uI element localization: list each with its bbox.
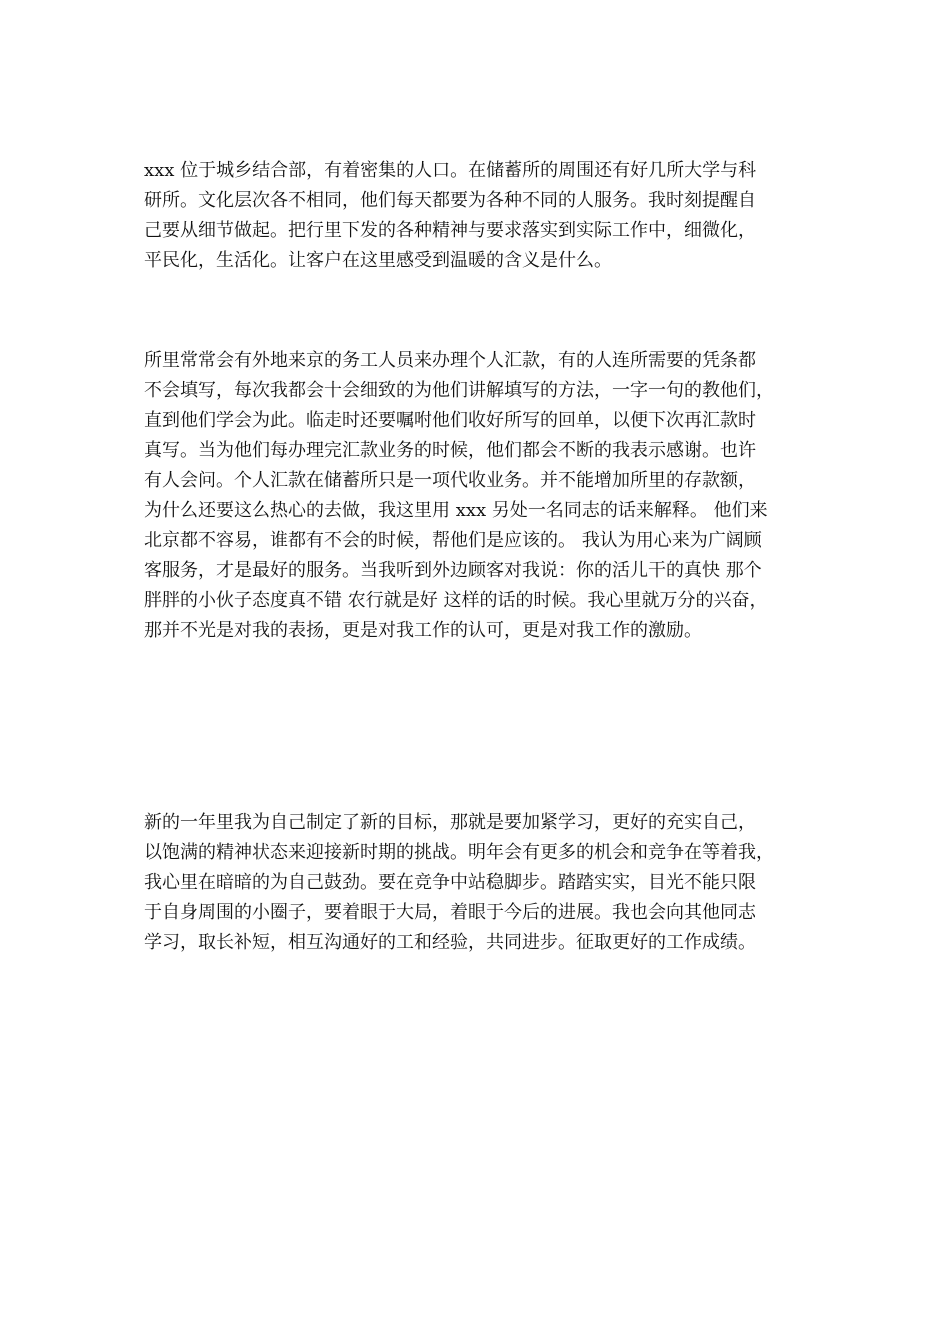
paragraph-line: 所里常常会有外地来京的务工人员来办理个人汇款，有的人连所需要的凭条都 — [144, 350, 756, 371]
paragraph-line: 为什么还要这么热心的去做，我这里用 xxx 另处一名同志的话来解释。 他们来 — [144, 500, 768, 521]
paragraph-1 — [144, 156, 824, 276]
paragraph-line: xxx 位于城乡结合部，有着密集的人口。在储蓄所的周围还有好几所大学与科 — [144, 160, 757, 181]
paragraph-2 — [144, 346, 824, 646]
paragraph-line: 于自身周围的小圈子，要着眼于大局，着眼于今后的进展。我也会向其他同志 — [144, 902, 756, 923]
paragraph-line: 己要从细节做起。把行里下发的各种精神与要求落实到实际工作中，细微化， — [144, 220, 756, 241]
paragraph-3 — [144, 808, 824, 958]
paragraph-line: 平民化，生活化。让客户在这里感受到温暖的含义是什么。 — [144, 250, 612, 271]
paragraph-line: 学习，取长补短，相互沟通好的工和经验，共同进步。征取更好的工作成绩。 — [144, 932, 756, 953]
paragraph-line: 不会填写，每次我都会十会细致的为他们讲解填写的方法，一字一句的教他们， — [144, 380, 774, 401]
paragraph-line: 那并不光是对我的表扬，更是对我工作的认可，更是对我工作的激励。 — [144, 620, 702, 641]
paragraph-line: 我心里在暗暗的为自己鼓劲。要在竞争中站稳脚步。踏踏实实，目光不能只限 — [144, 872, 756, 893]
paragraph-line: 新的一年里我为自己制定了新的目标，那就是要加紧学习，更好的充实自己， — [144, 812, 756, 833]
paragraph-line: 北京都不容易，谁都有不会的时候，帮他们是应该的。 我认为用心来为广阔顾 — [144, 530, 762, 551]
paragraph-line: 客服务，才是最好的服务。当我听到外边顾客对我说：你的活儿干的真快 那个 — [144, 560, 762, 581]
paragraph-line: 有人会问。个人汇款在储蓄所只是一项代收业务。并不能增加所里的存款额， — [144, 470, 756, 491]
paragraph-line: 以饱满的精神状态来迎接新时期的挑战。明年会有更多的机会和竞争在等着我， — [144, 842, 774, 863]
paragraph-line: 研所。文化层次各不相同，他们每天都要为各种不同的人服务。我时刻提醒自 — [144, 190, 756, 211]
paragraph-line: 胖胖的小伙子态度真不错 农行就是好 这样的话的时候。我心里就万分的兴奋， — [144, 590, 768, 611]
paragraph-line: 真写。当为他们每办理完汇款业务的时候，他们都会不断的我表示感谢。也许 — [144, 440, 756, 461]
paragraph-line: 直到他们学会为此。临走时还要嘱咐他们收好所写的回单，以便下次再汇款时 — [144, 410, 756, 431]
